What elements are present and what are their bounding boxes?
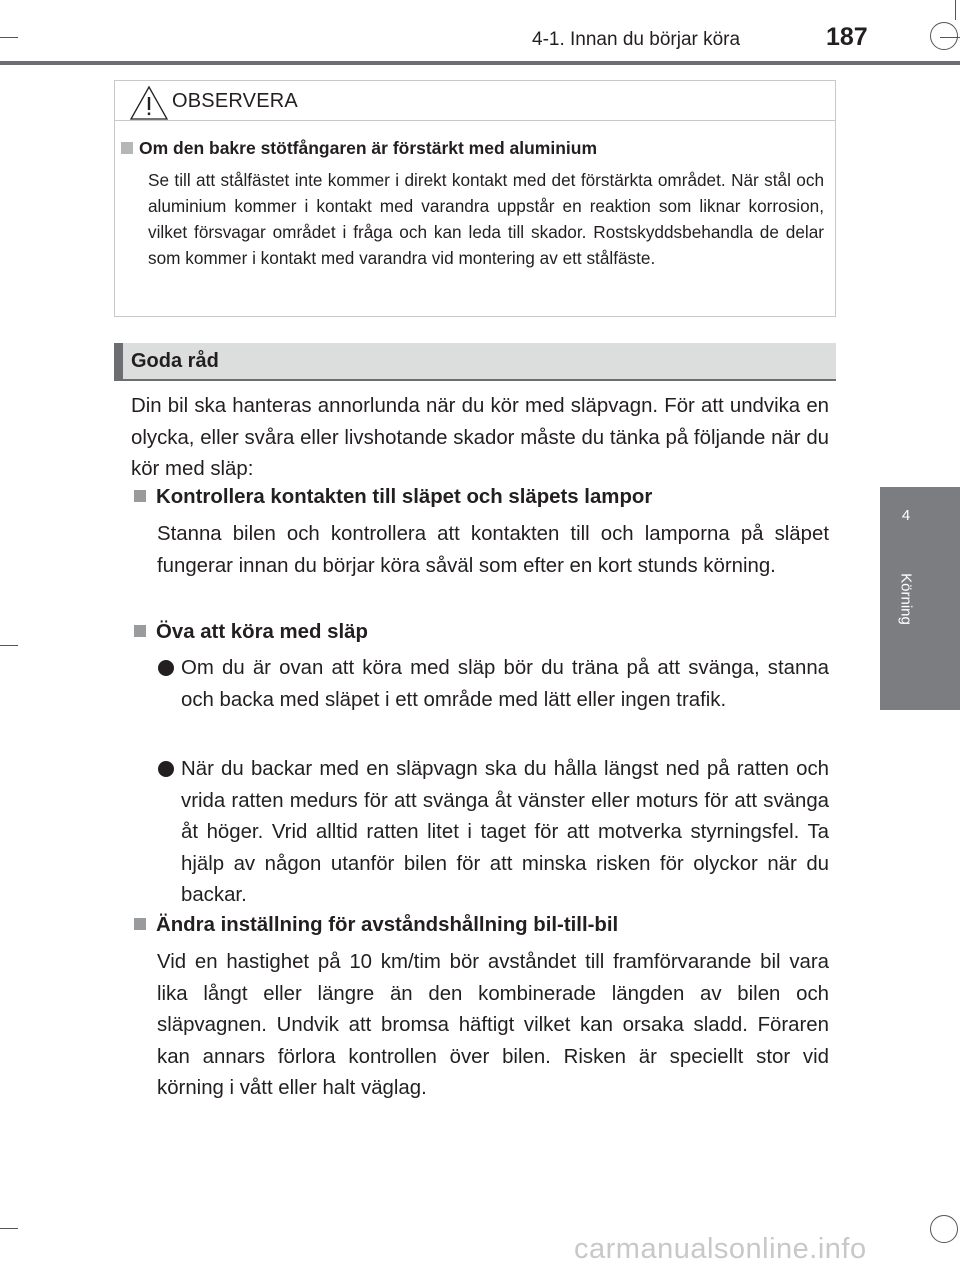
chapter-number: 4 — [901, 507, 911, 524]
registration-mark — [930, 22, 958, 50]
warning-triangle-icon — [129, 85, 169, 121]
crop-mark — [955, 0, 956, 20]
chapter-side-tab — [880, 487, 960, 710]
square-bullet-icon — [134, 918, 146, 930]
section-text: Vid en hastighet på 10 km/tim bör avståndet till framförvarande bil vara lika långt eller längre än den kombinerade längden av bilen och släpvagnen. Undvik att bromsa häftigt vilket kan orsaka sladd. Föraren kan annars förlora kontrollen över bilen. Risken är speciellt stor vid körning i vått eller halt väglag. — [157, 951, 829, 1099]
warning-title: OBSERVERA — [172, 90, 298, 112]
bullet-dot-icon — [158, 761, 174, 777]
page-number: 187 — [826, 23, 868, 51]
warning-subheading: Om den bakre stötfångaren är förstärkt med aluminium — [121, 138, 597, 159]
warning-body: Se till att stålfästet inte kommer i direkt kontakt med det förstärkta området. När stål och aluminium kommer i kontakt med varandra uppstår en reaktion som liknar korrosion, vilket försvagar området i fråga och kan leda till skador. Rostskyddsbehandla de delar som kommer i kontakt med varandra vid montering av ett stålfäste. — [148, 170, 824, 268]
section-title: Kontrollera kontakten till släpet och släpets lampor — [134, 486, 652, 509]
advice-heading-bar — [114, 343, 836, 381]
section-title: Öva att köra med släp — [134, 621, 368, 644]
advice-heading: Goda råd — [131, 350, 219, 372]
square-bullet-icon — [134, 490, 146, 502]
watermark: carmanualsonline.info — [574, 1233, 867, 1265]
header-divider — [0, 61, 960, 65]
registration-mark — [930, 1215, 958, 1243]
header-section-title: 4-1. Innan du börjar köra — [532, 29, 741, 50]
crop-mark — [0, 645, 18, 646]
warning-header — [115, 81, 835, 121]
warning-box — [114, 80, 836, 317]
crop-mark — [0, 37, 18, 38]
square-bullet-icon — [134, 625, 146, 637]
chapter-label: Körning — [897, 573, 915, 625]
section-title: Ändra inställning för avståndshållning bil-till-bil — [134, 914, 618, 937]
square-bullet-icon — [121, 142, 133, 154]
list-item: När du backar med en släpvagn ska du hålla längst ned på ratten och vrida ratten medurs för att svänga åt vänster eller moturs för att svänga åt höger. Vrid alltid ratten litet i taget för att motverka styrningsfel. Ta hjälp av någon utanför bilen för att minska risken för olyckor när du backar. — [181, 758, 829, 906]
list-item: Om du är ovan att köra med släp bör du träna på att svänga, stanna och backa med släpet i ett område med lätt eller ingen trafik. — [181, 657, 829, 711]
section-text: Stanna bilen och kontrollera att kontakten till och lamporna på släpet fungerar innan du börjar köra såväl som efter en kort stunds körning. — [157, 523, 829, 577]
advice-intro: Din bil ska hanteras annorlunda när du kör med släpvagn. För att undvika en olycka, eller svåra eller livshotande skador måste du tänka på följande när du kör med släp: — [131, 395, 829, 480]
crop-mark — [0, 1228, 18, 1229]
bullet-dot-icon — [158, 660, 174, 676]
